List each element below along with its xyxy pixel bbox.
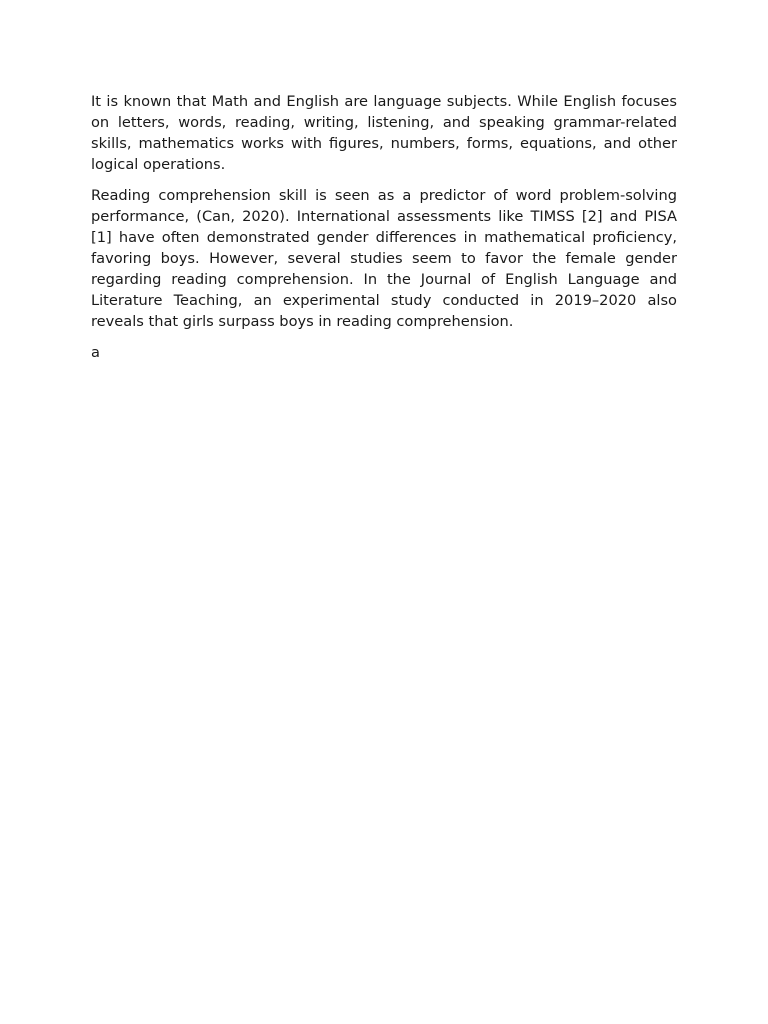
paragraph-fragment: a: [91, 344, 100, 361]
document-body: [91, 91, 677, 373]
paragraph-intro: It is known that Math and English are language subjects. While English focuses on letters, words, reading, writing, listening, and speaking grammar-related skills, mathematics works with figures, numbers, forms, equations, and other logical operations.: [91, 93, 677, 173]
paragraph-reading-comprehension: Reading comprehension skill is seen as a predictor of word problem-solving performance, (Can, 2020). International assessments like TIMSS [2] and PISA [1] have often demonstrated gender differences in mathematical proficiency, favoring boys. However, several studies seem to favor the female gender regarding reading comprehension. In the Journal of English Language and Literature Teaching, an experimental study conducted in 2019–2020 also reveals that girls surpass boys in reading comprehension.: [91, 187, 677, 330]
